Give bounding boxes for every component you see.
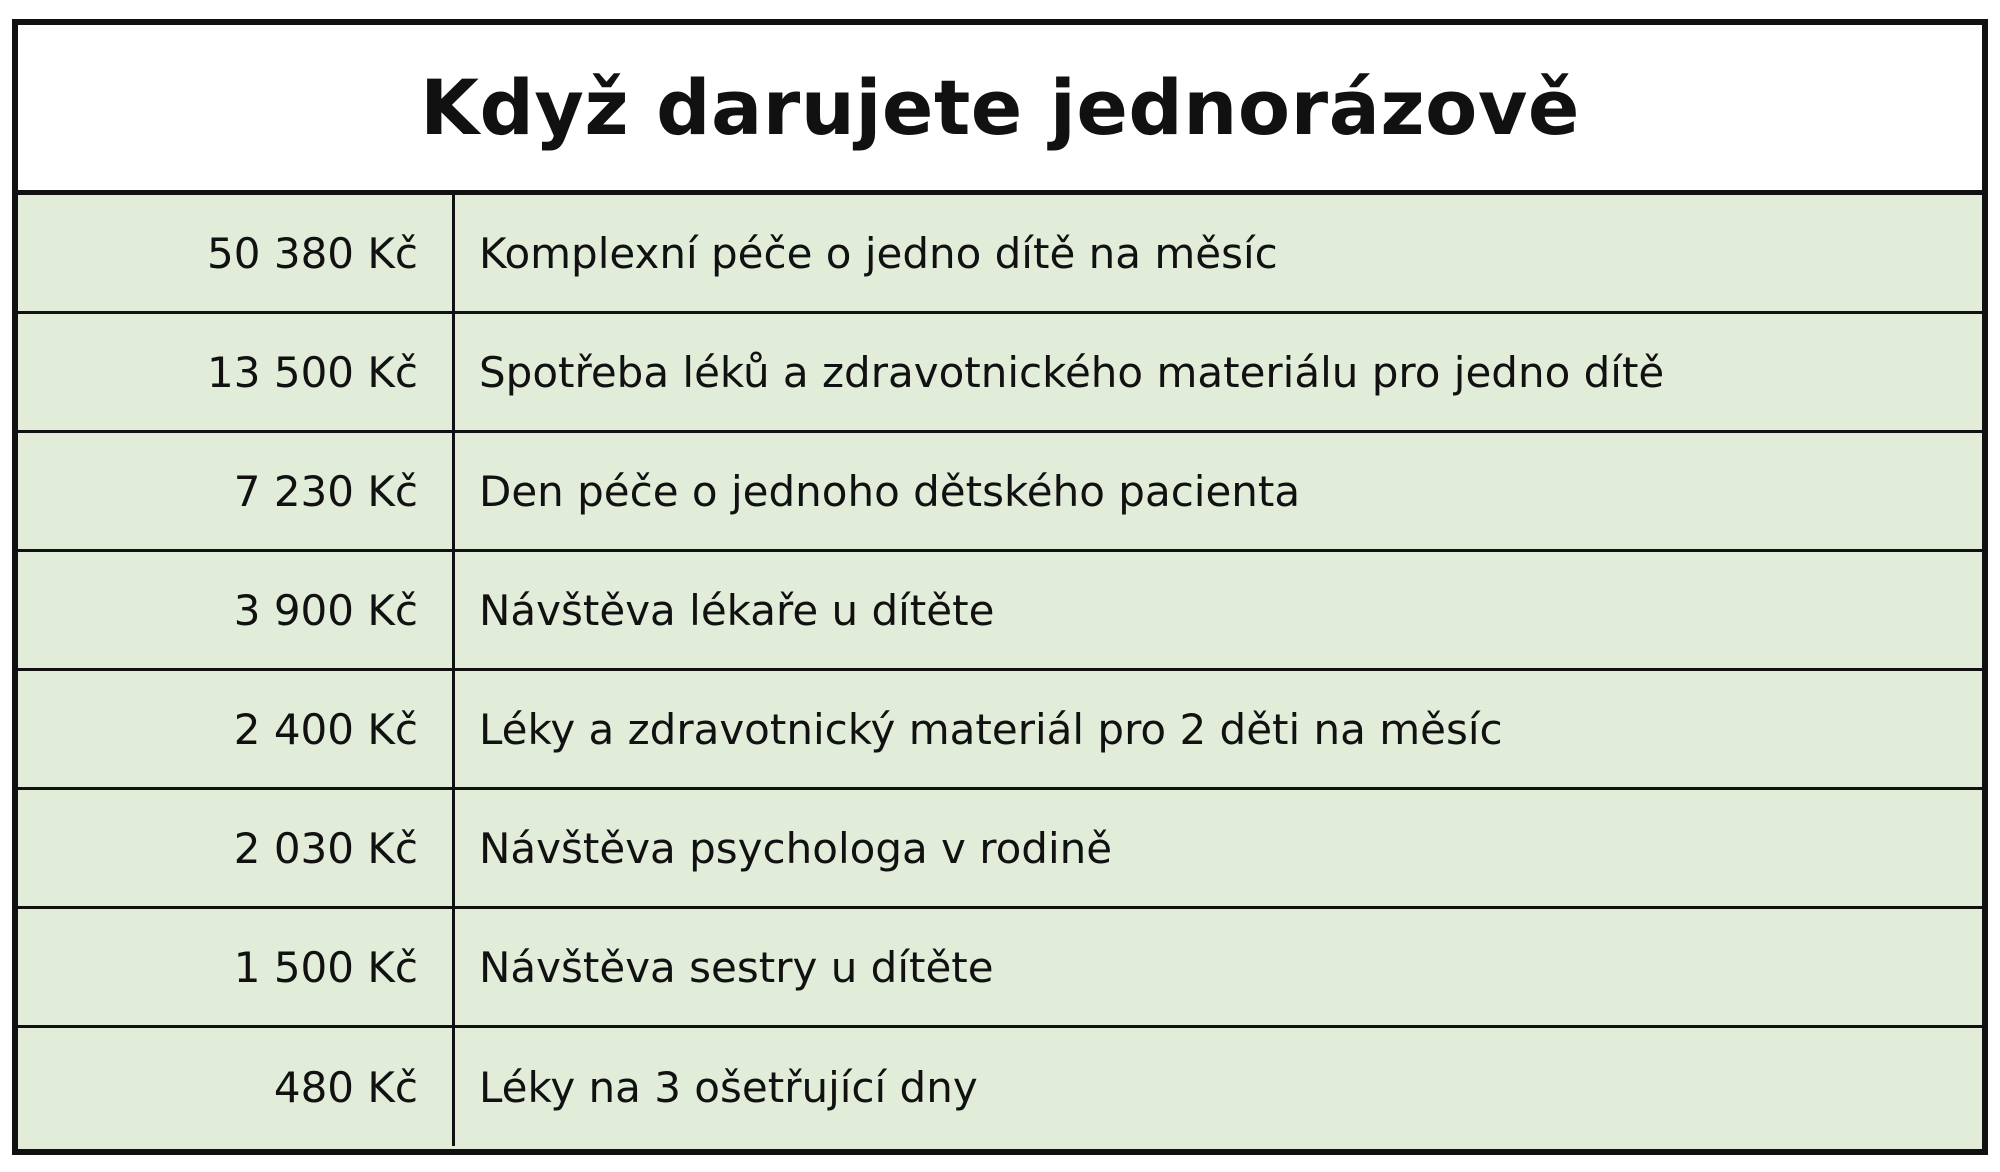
amount-cell: 7 230 Kč (18, 433, 455, 549)
amount-cell: 2 030 Kč (18, 790, 455, 906)
amount-cell: 2 400 Kč (18, 671, 455, 787)
table-row (18, 195, 1982, 314)
description-cell: Spotřeba léků a zdravotnického materiálu pro jedno dítě (479, 347, 1665, 397)
amount-cell: 3 900 Kč (18, 552, 455, 668)
description-cell: Návštěva sestry u dítěte (479, 942, 994, 992)
amount-cell: 13 500 Kč (18, 314, 455, 430)
table-row (18, 790, 1982, 909)
amount-cell: 1 500 Kč (18, 909, 455, 1025)
table-row (18, 909, 1982, 1028)
donation-table (12, 19, 1988, 1155)
amount-cell: 480 Kč (18, 1028, 455, 1146)
table-row (18, 433, 1982, 552)
table-body (18, 195, 1982, 1149)
table-row (18, 1028, 1982, 1146)
table-header (18, 25, 1982, 195)
table-row (18, 671, 1982, 790)
amount-cell: 50 380 Kč (18, 195, 455, 311)
description-cell: Den péče o jednoho dětského pacienta (479, 466, 1301, 516)
description-cell: Léky na 3 ošetřující dny (479, 1062, 978, 1112)
table-title: Když darujete jednorázově (420, 63, 1580, 152)
description-cell: Léky a zdravotnický materiál pro 2 děti na měsíc (479, 704, 1503, 754)
description-cell: Návštěva lékaře u dítěte (479, 585, 995, 635)
description-cell: Návštěva psychologa v rodině (479, 823, 1113, 873)
table-row (18, 314, 1982, 433)
description-cell: Komplexní péče o jedno dítě na měsíc (479, 228, 1278, 278)
table-row (18, 552, 1982, 671)
